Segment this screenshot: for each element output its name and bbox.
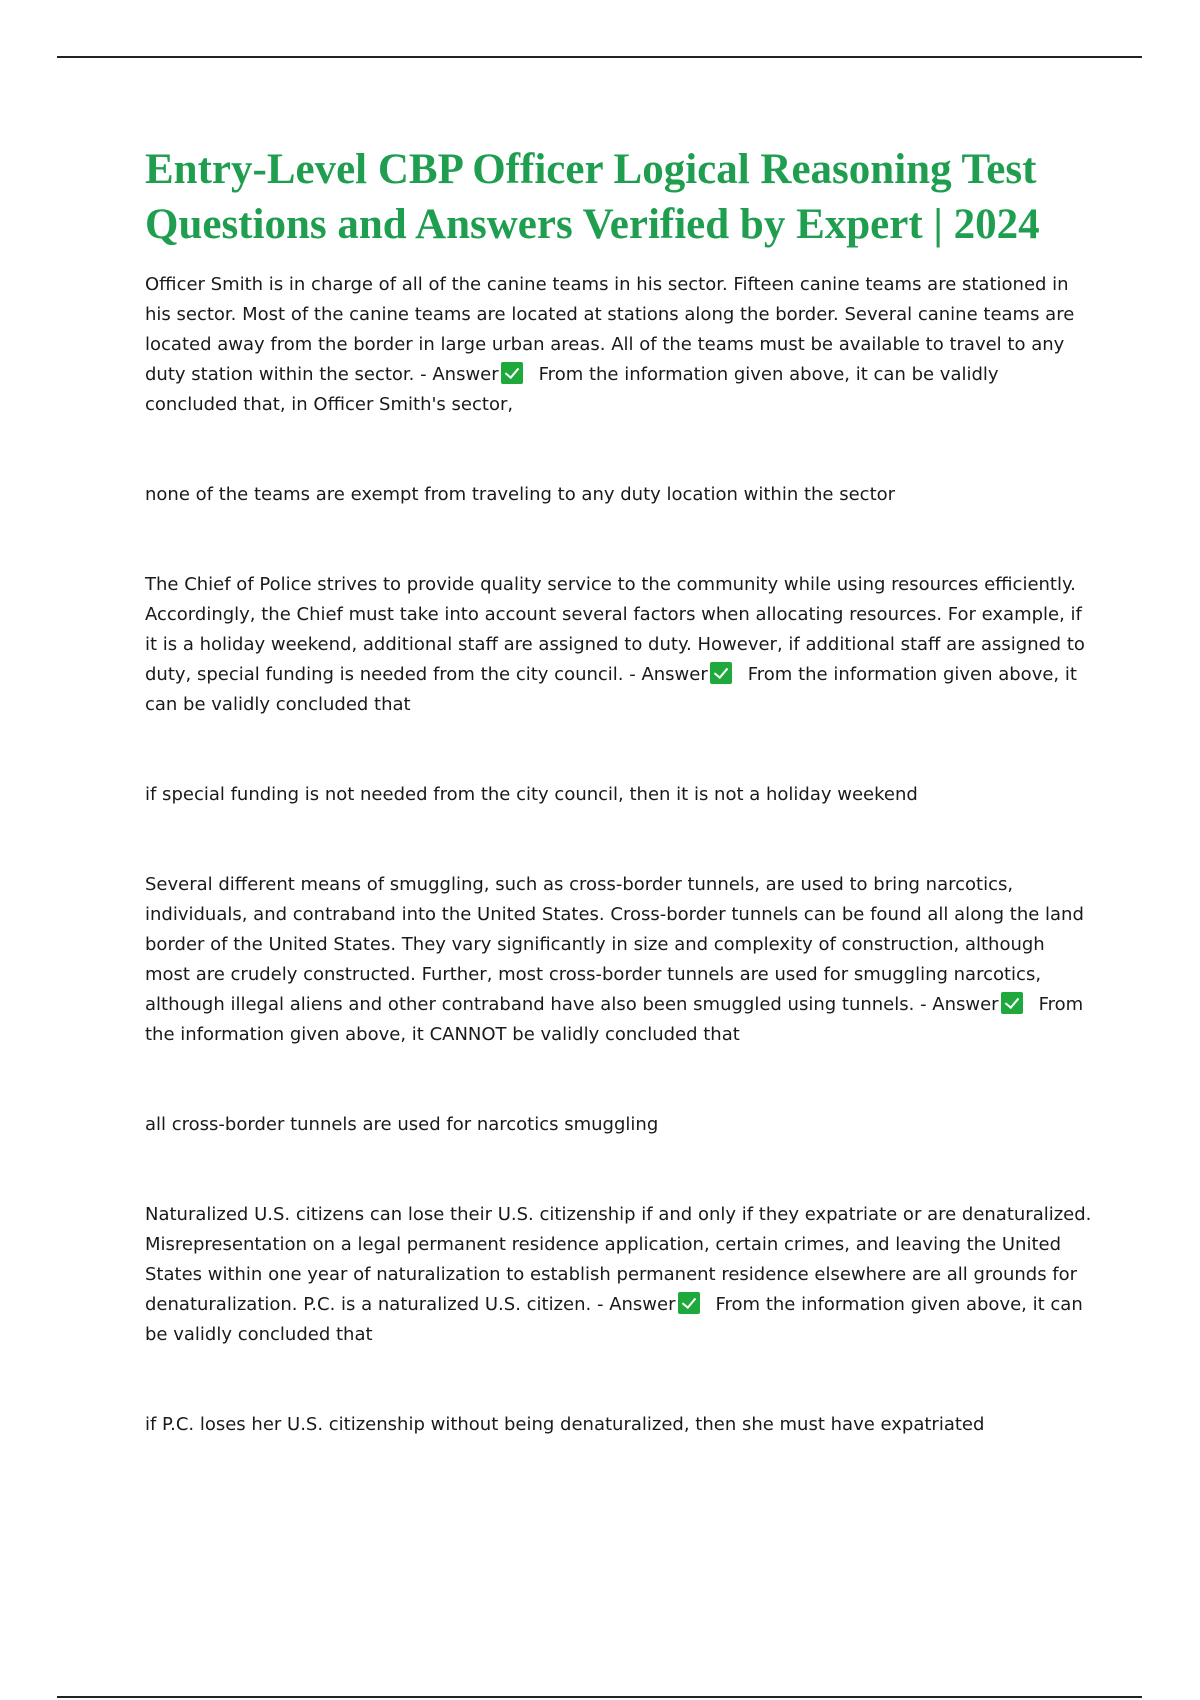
question-1 bbox=[145, 270, 1095, 420]
answer-2: if special funding is not needed from the city council, then it is not a holiday weekend bbox=[145, 784, 918, 805]
question-prompt: From the information given above, it can be validly concluded that, in Officer Smith's sector, bbox=[145, 364, 999, 415]
checkmark-icon bbox=[1001, 992, 1023, 1014]
answer-3: all cross-border tunnels are used for narcotics smuggling bbox=[145, 1114, 659, 1135]
question-text: Officer Smith is in charge of all of the canine teams in his sector. Fifteen canine teams are stationed in his sector. Most of the canine teams are located at stations along the border. Several canine teams are located away from the border in large urban areas. All of the teams must be available to travel to any duty station within the sector. - Answer bbox=[145, 274, 1075, 385]
question-prompt: From the information given above, it can be validly concluded that bbox=[145, 664, 1077, 715]
question-text: Several different means of smuggling, such as cross-border tunnels, are used to bring narcotics, individuals, and contraband into the United States. Cross-border tunnels can be found all along the land border of the United States. They vary significantly in size and complexity of construction, although most are crudely constructed. Further, most cross-border tunnels are used for smuggling narcotics, although illegal aliens and other contraband have also been smuggled using tunnels. - Answer bbox=[145, 874, 1084, 1015]
answer-4: if P.C. loses her U.S. citizenship without being denaturalized, then she must have expatriated bbox=[145, 1414, 985, 1435]
checkmark-icon bbox=[710, 662, 732, 684]
question-3 bbox=[145, 870, 1095, 1050]
question-4 bbox=[145, 1200, 1095, 1350]
question-text: The Chief of Police strives to provide quality service to the community while using resources efficiently. Accordingly, the Chief must take into account several factors when allocating resources. For example, if it is a holiday weekend, additional staff are assigned to duty. However, if additional staff are assigned to duty, special funding is needed from the city council. - Answer bbox=[145, 574, 1085, 685]
checkmark-icon bbox=[501, 362, 523, 384]
answer-1: none of the teams are exempt from traveling to any duty location within the sector bbox=[145, 484, 896, 505]
question-2 bbox=[145, 570, 1095, 720]
document-title: Entry-Level CBP Officer Logical Reasoning Test Questions and Answers Verified by Expert | 2024 bbox=[145, 146, 1040, 248]
question-prompt: From the information given above, it can be validly concluded that bbox=[145, 1294, 1083, 1345]
question-text: Naturalized U.S. citizens can lose their U.S. citizenship if and only if they expatriate or are denaturalized. Misrepresentation on a legal permanent residence application, certain crimes, and leaving the United States within one year of naturalization to establish permanent residence elsewhere are all grounds for denaturalization. P.C. is a naturalized U.S. citizen. - Answer bbox=[145, 1204, 1092, 1315]
bottom-rule bbox=[57, 1696, 1142, 1698]
question-prompt: From the information given above, it CANNOT be validly concluded that bbox=[145, 994, 1084, 1045]
document-body bbox=[145, 142, 1095, 1440]
top-rule bbox=[57, 56, 1142, 58]
checkmark-icon bbox=[678, 1292, 700, 1314]
